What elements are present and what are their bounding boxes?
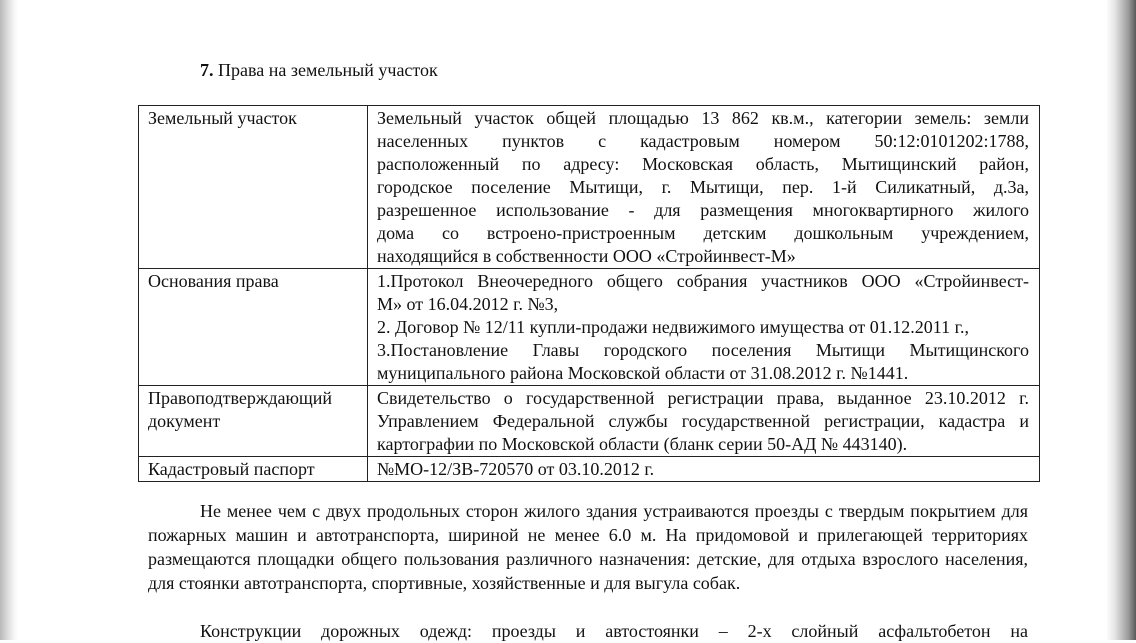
- value-line: 1.Протокол Внеочередного общего собрания участников ООО «Стройинвест-: [377, 271, 1029, 291]
- value-line: Земельный участок общей площадью 13 862 кв.м., категории земель: земли: [377, 108, 1029, 128]
- table-row: [139, 269, 1040, 386]
- value-line: городское поселение Мытищи, г. Мытищи, пер. 1-й Силикатный, д.3а,: [377, 177, 1029, 197]
- paragraph-text: Конструкции дорожных одежд: проезды и автостоянки – 2-х слойный асфальтобетон на: [200, 621, 1028, 641]
- row-value: [368, 269, 1040, 386]
- section-number: 7.: [200, 60, 214, 80]
- value-line: 2. Договор № 12/11 купли-продажи недвижимого имущества от 01.12.2011 г.,: [377, 317, 969, 337]
- row-label: Правоподтверждающий документ: [139, 386, 368, 457]
- row-value: [368, 457, 1040, 482]
- value-line: расположенный по адресу: Московская область, Мытищинский район,: [377, 154, 1029, 174]
- row-label: Основания права: [139, 269, 368, 386]
- section-title: Права на земельный участок: [218, 60, 438, 80]
- body-paragraph: [148, 619, 1028, 643]
- table-row: [139, 106, 1040, 269]
- value-line: №МО-12/ЗВ-720570 от 03.10.2012 г.: [377, 459, 655, 479]
- value-line: находящийся в собственности ООО «Стройинвест-М»: [377, 246, 796, 266]
- value-line: разрешенное использование - для размещения многоквартирного жилого: [377, 200, 1029, 220]
- value-line: 3.Постановление Главы городского поселения Мытищи Мытищинского: [377, 340, 1029, 360]
- row-value: [368, 106, 1040, 269]
- land-rights-table: [138, 105, 1040, 482]
- value-line: Управлением Федеральной службы государственной регистрации, кадастра и: [377, 411, 1029, 431]
- table-row: [139, 386, 1040, 457]
- body-paragraph: [148, 499, 1028, 595]
- value-line: дома со встроено-пристроенным детским дошкольным учреждением,: [377, 223, 1029, 243]
- value-line: Свидетельство о государственной регистрации права, выданное 23.10.2012 г.: [377, 388, 1029, 408]
- value-line: муниципального района Московской области от 31.08.2012 г. №1441.: [377, 363, 909, 383]
- row-label: Земельный участок: [139, 106, 368, 269]
- value-line: населенных пунктов с кадастровым номером 50:12:0101202:1788,: [377, 131, 1029, 151]
- section-heading: [200, 59, 438, 81]
- value-line: М» от 16.04.2012 г. №3,: [377, 294, 559, 314]
- value-line: картографии по Московской области (бланк серии 50-АД № 443140).: [377, 434, 908, 454]
- row-label: Кадастровый паспорт: [139, 457, 368, 482]
- paragraph-text: Не менее чем с двух продольных сторон жилого здания устраиваются проезды с твердым покрытием для пожарных машин и автотранспорта, шириной не менее 6.0 м. На придомовой и прилегающей территориях размещаются площадки общего пользования различного назначения: детские, для отдыха взрослого населения, для стоянки автотранспорта, спортивные, хозяйственные и для выгула собак.: [148, 501, 1028, 593]
- row-value: [368, 386, 1040, 457]
- table-row: [139, 457, 1040, 482]
